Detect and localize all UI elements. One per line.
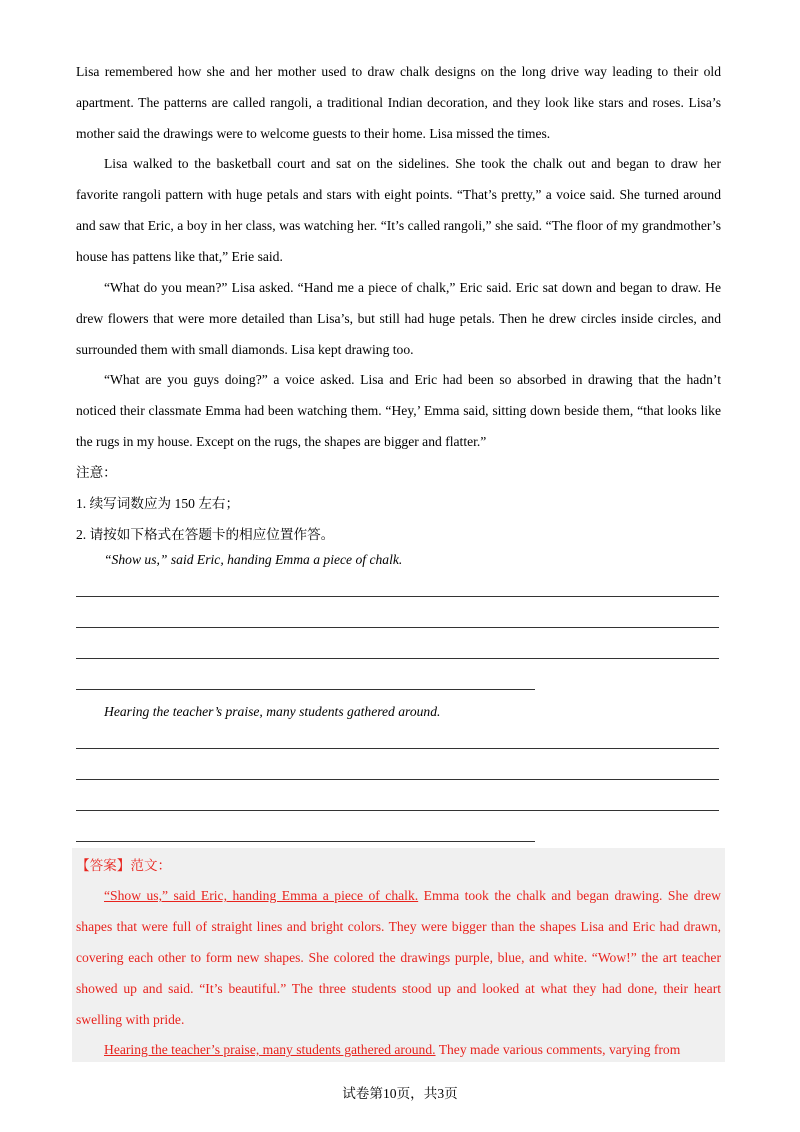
note-item-2: 2. 请按如下格式在答题卡的相应位置作答。: [76, 527, 335, 542]
note-item-1: 1. 续写词数应为 150 左右；: [76, 496, 240, 511]
passage-paragraph-2: Lisa walked to the basketball court and sat on the sidelines. She took the chalk out and began to draw her favorite rangoli pattern with huge petals and stars with eight points. “That’s pretty,” a voice said. She turned around and saw that Eric, a boy in her class, was watching her. “It’s called rangoli,” she said. “The floor of my grandmother’s house has pattens like that,” Erie said.: [76, 156, 721, 264]
answer-writing-line[interactable]: [76, 689, 535, 690]
answer-paragraph-1-lead: “Show us,” said Eric, handing Emma a piece of chalk.: [104, 888, 419, 903]
answer-writing-line[interactable]: [76, 748, 719, 749]
answer-writing-line[interactable]: [76, 779, 719, 780]
notes-title: 注意：: [76, 465, 117, 480]
passage-paragraph-3: “What do you mean?” Lisa asked. “Hand me a piece of chalk,” Eric said. Eric sat down and began to draw. He drew flowers that were more detailed than Lisa’s, but still had huge petals. Then he drew circles inside circles, and surrounded them with small diamonds. Lisa kept drawing too.: [76, 280, 721, 357]
continuation-prompt-1: “Show us,” said Eric, handing Emma a piece of chalk.: [104, 552, 403, 567]
answer-paragraph-2: [76, 1034, 721, 1065]
answer-paragraph-1: [76, 880, 721, 1035]
answer-writing-line[interactable]: [76, 596, 719, 597]
answer-writing-line[interactable]: [76, 810, 719, 811]
answer-label: 【答案】范文：: [76, 858, 172, 873]
passage-paragraph-1: Lisa remembered how she and her mother used to draw chalk designs on the long drive way leading to their old apartment. The patterns are called rangoli, a traditional Indian decoration, and they look like stars and roses. Lisa’s mother said the drawings were to welcome guests to their home. Lisa missed the times.: [76, 64, 721, 141]
answer-writing-line[interactable]: [76, 841, 535, 842]
answer-paragraph-2-lead: Hearing the teacher’s praise, many students gathered around.: [104, 1042, 436, 1057]
continuation-prompt-2: Hearing the teacher’s praise, many students gathered around.: [104, 704, 441, 719]
passage-paragraph-4: “What are you guys doing?” a voice asked. Lisa and Eric had been so absorbed in drawing that the hadn’t noticed their classmate Emma had been watching them. “Hey,’ Emma said, sitting down beside them, “that looks like the rugs in my house. Except on the rugs, the shapes are bigger and flatter.”: [76, 372, 721, 449]
answer-paragraph-1-body: Emma took the chalk and began drawing. She drew shapes that were full of straight lines and bright colors. They were bigger than the shapes Lisa and Eric had drawn, covering each other to form new shapes. She colored the drawings purple, blue, and white. “Wow!” the art teacher showed up and said. “It’s beautiful.” The three students stood up and looked at what they had done, their heart swelling with pride.: [76, 888, 721, 1027]
answer-paragraph-2-body: They made various comments, varying from: [435, 1042, 681, 1057]
page-footer: 试卷第10页，共3页: [342, 1086, 458, 1101]
answer-writing-line[interactable]: [76, 658, 719, 659]
answer-writing-line[interactable]: [76, 627, 719, 628]
